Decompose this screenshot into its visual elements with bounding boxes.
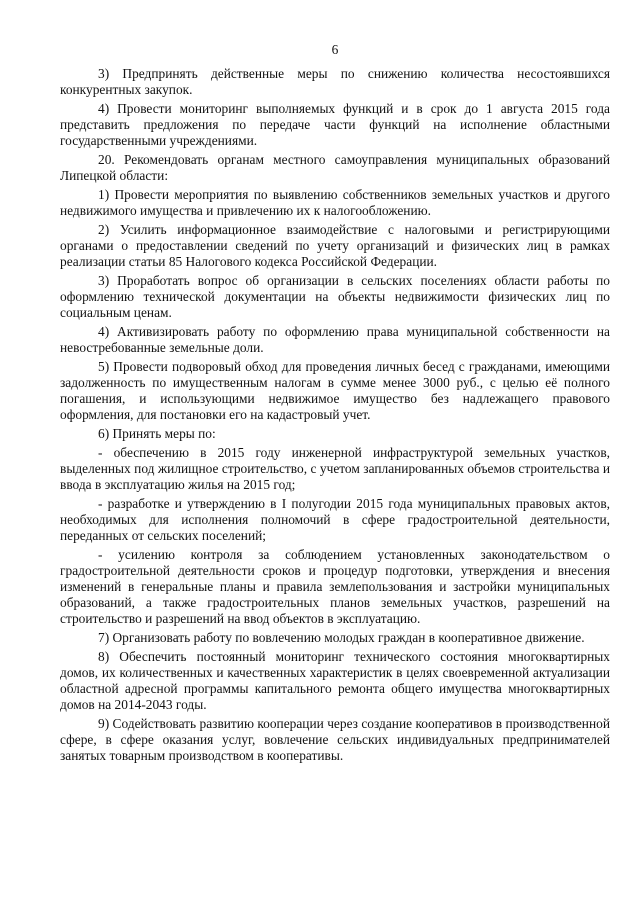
- paragraph-7-youth-cooperation: 7) Организовать работу по вовлечению молодых граждан в кооперативное движение.: [98, 630, 585, 645]
- paragraph-8-housing-monitoring: 8) Обеспечить постоянный мониторинг технического состояния многоквартирных домов, их количественных и качественных характеристик в целях своевременной актуализации областной адресной программы капитального ремонта общего имущества многоквартирных домов на 2014-2043 годы.: [60, 649, 610, 712]
- paragraph-9-cooperatives: 9) Содействовать развитию кооперации через создание кооперативов в производственной сфере, в сфере оказания услуг, вовлечение сельских индивидуальных предпринимателей занятых товарным производством в кооперативы.: [60, 716, 610, 763]
- paragraph-4-land-shares: 4) Активизировать работу по оформлению права муниципальной собственности на невостребованные земельные доли.: [60, 324, 610, 355]
- paragraph-6-measures: 6) Принять меры по:: [98, 426, 216, 441]
- paragraph-5-door-to-door: 5) Провести подворовый обход для проведения личных бесед с гражданами, имеющими задолженность по имущественным налогам в сумме менее 3000 руб., с целью её полного погашения, и использующими недвижимое имущество без надлежащего правового оформления, для постановки его на кадастровый учет.: [60, 359, 610, 422]
- list-item-control: - усилению контроля за соблюдением установленных законодательством о градостроительной деятельности сроков и процедур подготовки, утверждения и внесения изменений в генеральные планы и правила землепользования и застройки муниципальных образований, а также градостроительных планов земельных участков, разрешений на строительство и разрешений на ввод объектов в эксплуатацию.: [60, 547, 610, 626]
- list-item-infrastructure: - обеспечению в 2015 году инженерной инфраструктурой земельных участков, выделенных под жилищное строительство, с учетом запланированных объемов строительства и ввода в эксплуатацию жилья на 2015 год;: [60, 445, 610, 492]
- paragraph-2-tax-cooperation: 2) Усилить информационное взаимодействие с налоговыми и регистрирующими органами о предоставлении сведений по учету организаций и физических лиц в рамках реализации статьи 85 Налогового кодекса Российской Федерации.: [60, 222, 610, 269]
- paragraph-3-technical-docs: 3) Проработать вопрос об организации в сельских поселениях области работы по оформлению технической документации на объекты недвижимости физических лиц по социальным ценам.: [60, 273, 610, 320]
- paragraph-4-monitoring: 4) Провести мониторинг выполняемых функций и в срок до 1 августа 2015 года представить предложения по передаче части функций на исполнение областными государственными учреждениями.: [60, 101, 610, 148]
- list-item-legal-acts: - разработке и утверждению в I полугодии 2015 года муниципальных правовых актов, необходимых для исполнения полномочий в сфере градостроительной деятельности, переданных от сельских поселений;: [60, 496, 610, 543]
- paragraph-1-land-owners: 1) Провести мероприятия по выявлению собственников земельных участков и другого недвижимого имущества и привлечению их к налогообложению.: [60, 187, 610, 218]
- page-number: 6: [331, 42, 339, 57]
- paragraph-3-procurement: 3) Предпринять действенные меры по снижению количества несостоявшихся конкурентных закупок.: [60, 66, 610, 97]
- paragraph-20-recommendation: 20. Рекомендовать органам местного самоуправления муниципальных образований Липецкой области:: [60, 152, 610, 183]
